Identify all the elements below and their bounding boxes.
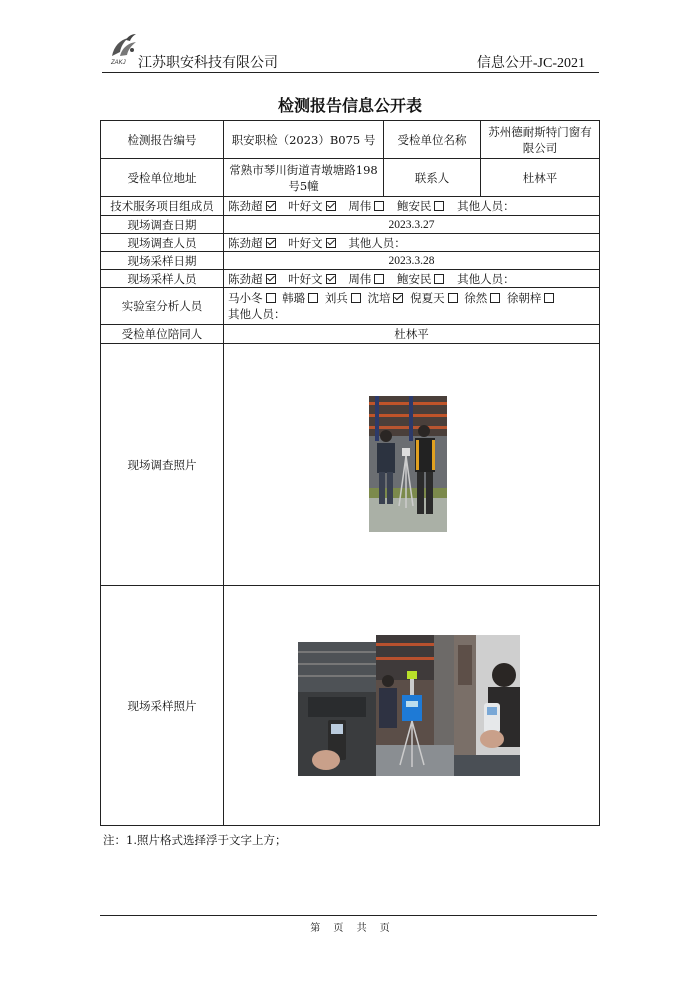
checkbox-empty-icon bbox=[544, 293, 554, 303]
footnote: 注：1.照片格式选择浮于文字上方； bbox=[103, 833, 287, 847]
client-name-label: 受检单位名称 bbox=[384, 121, 481, 159]
survey-date-value: 2023.3.27 bbox=[224, 216, 600, 234]
checkbox-checked-icon bbox=[326, 238, 336, 248]
checkbox-empty-icon bbox=[374, 201, 384, 211]
sample-photo-left bbox=[298, 642, 376, 776]
person-name: 陈劲超 bbox=[228, 271, 263, 286]
person-name: 陈劲超 bbox=[228, 235, 263, 250]
checkbox-checked-icon bbox=[266, 201, 276, 211]
table-row bbox=[101, 121, 600, 159]
person-name: 徐然 bbox=[464, 291, 488, 305]
sample-date-value: 2023.3.28 bbox=[224, 252, 600, 270]
person-name: 刘兵 bbox=[324, 291, 348, 305]
table-row bbox=[101, 586, 600, 826]
person-name: 韩璐 bbox=[282, 291, 306, 305]
table-row bbox=[101, 344, 600, 586]
checkbox-empty-icon bbox=[434, 201, 444, 211]
table-row bbox=[101, 197, 600, 216]
person-name: 周伟 bbox=[348, 199, 372, 213]
person-name: 叶好文 bbox=[288, 199, 323, 213]
person-name: 叶好文 bbox=[288, 235, 323, 250]
report-no-value: 职安职检（2023）B075 号 bbox=[224, 121, 384, 159]
report-info-table bbox=[100, 120, 600, 826]
person-name: 陈劲超 bbox=[228, 199, 263, 213]
checkbox-empty-icon bbox=[308, 293, 318, 303]
table-row bbox=[101, 288, 600, 325]
person-name: 鲍安民 bbox=[396, 199, 432, 213]
checkbox-empty-icon bbox=[351, 293, 361, 303]
sample-photo-right bbox=[454, 635, 520, 776]
footer-divider bbox=[100, 915, 597, 916]
page-header bbox=[102, 40, 599, 73]
surveyors-label: 现场调查人员 bbox=[101, 234, 224, 252]
client-address-label: 受检单位地址 bbox=[101, 159, 224, 197]
sample-photo-cell bbox=[224, 586, 600, 826]
page-number: 第 页 共 页 bbox=[310, 923, 390, 934]
person-name: 沈培 bbox=[367, 291, 391, 305]
checkbox-empty-icon bbox=[434, 274, 444, 284]
lab-analysts-value bbox=[224, 288, 600, 325]
report-no-label: 检测报告编号 bbox=[101, 121, 224, 159]
surveyors-value bbox=[224, 234, 600, 252]
lab-analysts-label: 实验室分析人员 bbox=[101, 288, 224, 325]
table-row bbox=[101, 234, 600, 252]
document-code: 信息公开-JC-2021 bbox=[476, 56, 585, 71]
contact-value: 杜林平 bbox=[481, 159, 600, 197]
escort-label: 受检单位陪同人 bbox=[101, 325, 224, 344]
contact-label: 联系人 bbox=[384, 159, 481, 197]
others-label: 其他人员： bbox=[228, 307, 286, 321]
person-name: 马小冬 bbox=[228, 291, 263, 305]
person-name: 鲍安民 bbox=[396, 271, 432, 286]
checkbox-checked-icon bbox=[266, 238, 276, 248]
table-row bbox=[101, 325, 600, 344]
survey-date-label: 现场调查日期 bbox=[101, 216, 224, 234]
others-label: 其他人员： bbox=[457, 199, 515, 213]
company-name: 江苏职安科技有限公司 bbox=[138, 55, 278, 71]
client-address-value: 常熟市琴川街道青墩塘路198号5幢 bbox=[224, 159, 384, 197]
escort-value: 杜林平 bbox=[224, 325, 600, 344]
table-row bbox=[101, 159, 600, 197]
company-logo bbox=[106, 32, 142, 66]
client-name-value: 苏州德耐斯特门窗有限公司 bbox=[481, 121, 600, 159]
sample-photo-middle bbox=[376, 635, 454, 776]
person-name: 周伟 bbox=[348, 271, 372, 286]
tech-team-label: 技术服务项目组成员 bbox=[101, 197, 224, 216]
survey-photo-cell bbox=[224, 344, 600, 586]
person-name: 叶好文 bbox=[288, 271, 323, 286]
others-label: 其他人员： bbox=[348, 235, 406, 250]
checkbox-checked-icon bbox=[326, 274, 336, 284]
survey-photo bbox=[369, 396, 447, 532]
table-row bbox=[101, 270, 600, 288]
samplers-label: 现场采样人员 bbox=[101, 270, 224, 288]
person-name: 徐朝梓 bbox=[506, 291, 542, 305]
checkbox-empty-icon bbox=[448, 293, 458, 303]
survey-photo-label: 现场调查照片 bbox=[101, 344, 224, 586]
samplers-value bbox=[224, 270, 600, 288]
checkbox-checked-icon bbox=[393, 293, 403, 303]
logo-lettering: ZAKJ bbox=[111, 60, 126, 66]
checkbox-checked-icon bbox=[266, 274, 276, 284]
checkbox-checked-icon bbox=[326, 201, 336, 211]
table-row bbox=[101, 216, 600, 234]
sample-date-label: 现场采样日期 bbox=[101, 252, 224, 270]
checkbox-empty-icon bbox=[490, 293, 500, 303]
person-name: 倪夏天 bbox=[410, 291, 445, 305]
tech-team-value bbox=[224, 197, 600, 216]
others-label: 其他人员： bbox=[457, 271, 515, 286]
page-title: 检测报告信息公开表 bbox=[277, 96, 422, 115]
checkbox-empty-icon bbox=[266, 293, 276, 303]
checkbox-empty-icon bbox=[374, 274, 384, 284]
sample-photo-label: 现场采样照片 bbox=[101, 586, 224, 826]
table-row bbox=[101, 252, 600, 270]
